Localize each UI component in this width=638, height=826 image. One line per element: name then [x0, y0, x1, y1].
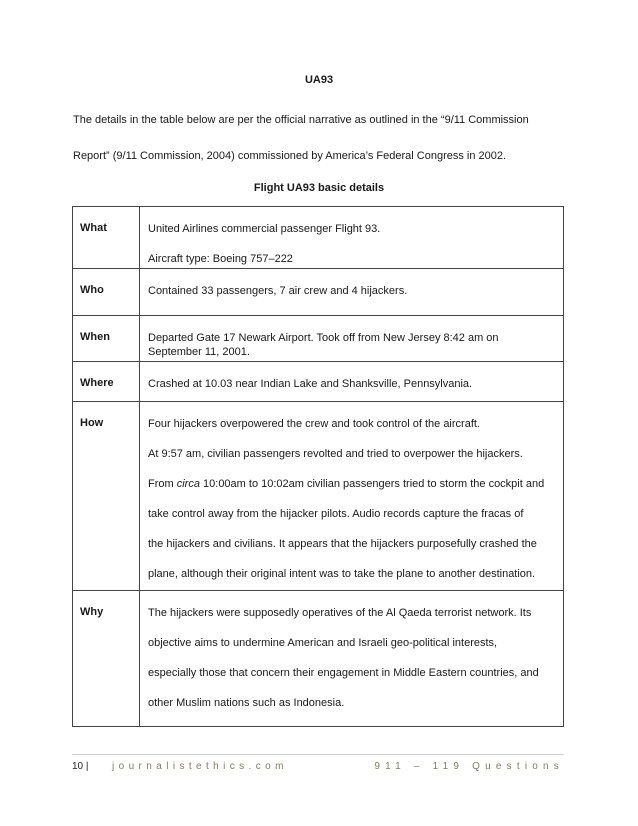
content-line: The hijackers were supposedly operatives of the Al Qaeda terrorist network. Its	[148, 607, 532, 619]
footer-divider	[72, 754, 564, 755]
content-line: Contained 33 passengers, 7 air crew and 4 hijackers.	[148, 285, 408, 297]
circa-italic: circa	[176, 478, 200, 490]
table-row-why	[73, 591, 564, 727]
content-line: other Muslim nations such as Indonesia.	[148, 697, 345, 709]
table-row-where	[73, 362, 564, 402]
row-label: What	[73, 207, 140, 269]
row-content	[140, 207, 564, 269]
table-row-who	[73, 269, 564, 316]
table-row-how	[73, 402, 564, 591]
row-label: How	[73, 402, 140, 591]
content-line: Aircraft type: Boeing 757–222	[148, 253, 293, 265]
content-line: Crashed at 10.03 near Indian Lake and Shanksville, Pennsylvania.	[148, 378, 473, 390]
row-content	[140, 269, 564, 316]
content-line: plane, although their original intent was to take the plane to another destination.	[148, 568, 536, 580]
content-line: Departed Gate 17 Newark Airport. Took off from New Jersey 8:42 am on	[148, 332, 499, 344]
row-content	[140, 362, 564, 402]
table-row-what	[73, 207, 564, 269]
page-number: 10 |	[72, 761, 89, 772]
footer-book-title: 911 – 119 Questions	[374, 761, 564, 772]
content-line: take control away from the hijacker pilots. Audio records capture the fracas of	[148, 508, 524, 520]
row-label: When	[73, 316, 140, 362]
intro-line-1: The details in the table below are per the official narrative as outlined in the “9/11 Commission	[73, 114, 529, 126]
footer-site: journalistethics.com	[112, 761, 288, 772]
content-line-circa	[148, 477, 555, 491]
content-line: especially those that concern their engagement in Middle Eastern countries, and	[148, 667, 539, 679]
row-content	[140, 591, 564, 727]
circa-prefix: From	[148, 478, 177, 490]
row-label: Where	[73, 362, 140, 402]
table-row-when	[73, 316, 564, 362]
content-line: objective aims to undermine American and Israeli geo-political interests,	[148, 637, 498, 649]
row-label: Who	[73, 269, 140, 316]
page-title: UA93	[304, 74, 334, 86]
row-content	[140, 316, 564, 362]
flight-details-table	[72, 206, 564, 727]
table-title: Flight UA93 basic details	[253, 182, 385, 194]
content-line: September 11, 2001.	[148, 346, 250, 358]
content-line: the hijackers and civilians. It appears that the hijackers purposefully crashed the	[148, 538, 537, 550]
content-line: Four hijackers overpowered the crew and took control of the aircraft.	[148, 418, 480, 430]
row-label: Why	[73, 591, 140, 727]
circa-suffix: 10:00am to 10:02am civilian passengers tried to storm the cockpit and	[199, 478, 545, 490]
row-content	[140, 402, 564, 591]
content-line: At 9:57 am, civilian passengers revolted and tried to overpower the hijackers.	[148, 448, 523, 460]
content-line: United Airlines commercial passenger Flight 93.	[148, 223, 381, 235]
intro-line-2: Report” (9/11 Commission, 2004) commissioned by America’s Federal Congress in 2002.	[73, 150, 507, 162]
